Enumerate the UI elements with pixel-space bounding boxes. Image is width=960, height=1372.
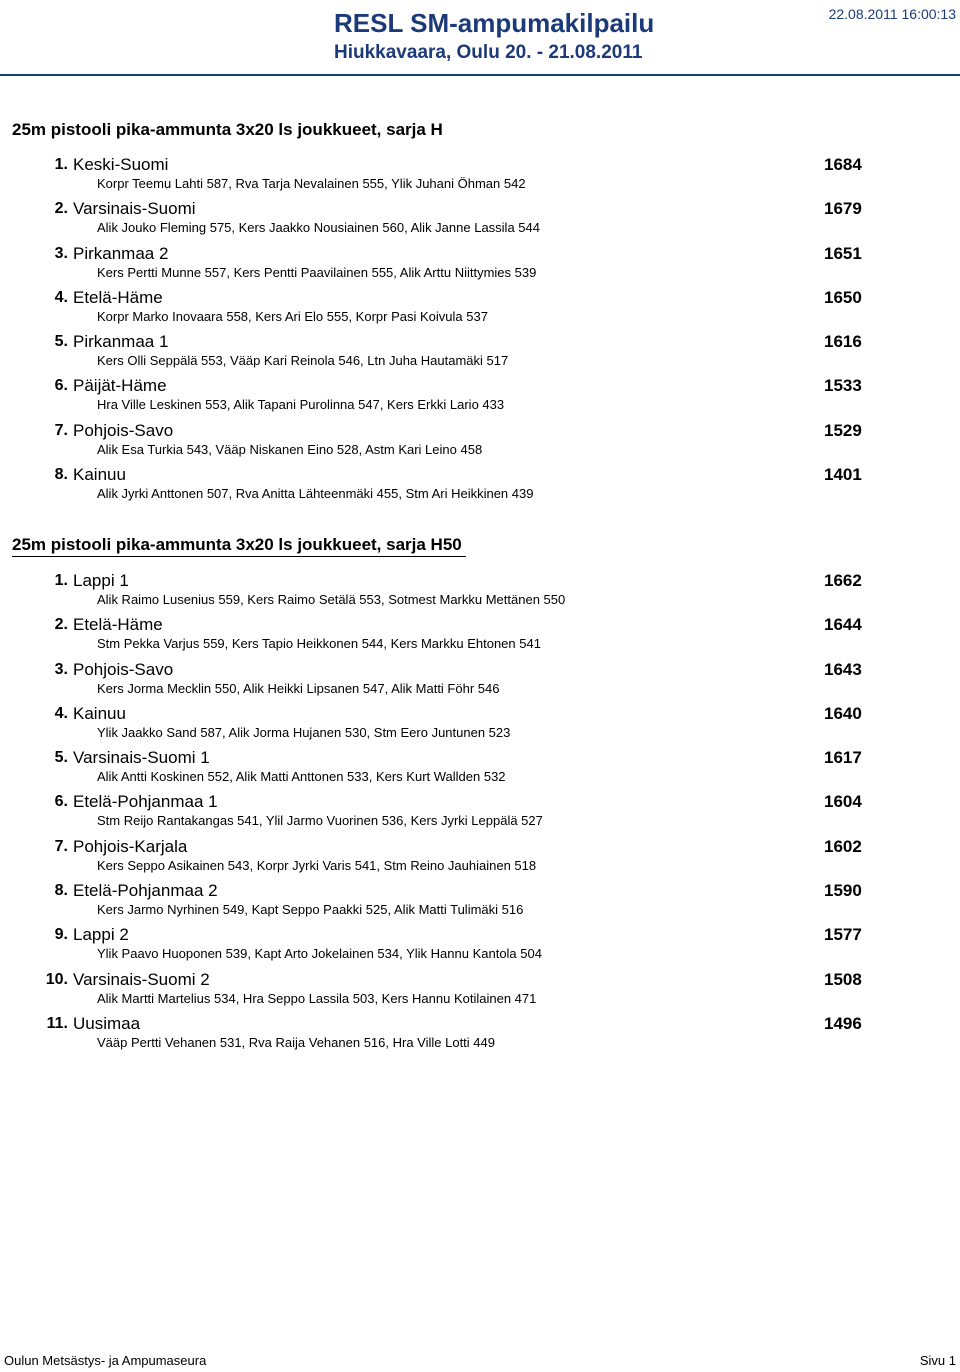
team-score: 1590 bbox=[824, 881, 862, 901]
team-rank: 2. bbox=[54, 200, 68, 218]
results-section-h bbox=[0, 119, 960, 509]
team-members: Hra Ville Leskinen 553, Alik Tapani Purolinna 547, Kers Erkki Lario 433 bbox=[97, 397, 505, 413]
team-row bbox=[0, 465, 960, 509]
team-score: 1533 bbox=[824, 376, 862, 396]
team-row bbox=[0, 748, 960, 792]
team-rank: 11. bbox=[46, 1014, 68, 1032]
team-members: Alik Raimo Lusenius 559, Kers Raimo Setälä 553, Sotmest Markku Mettänen 550 bbox=[97, 592, 566, 607]
team-name: Pohjois-Savo bbox=[73, 420, 174, 440]
team-rank: 5. bbox=[54, 749, 68, 767]
footer-organization: Oulun Metsästys- ja Ampumaseura bbox=[4, 1353, 207, 1368]
team-score: 1496 bbox=[824, 1013, 862, 1033]
team-name: Etelä-Pohjanmaa 2 bbox=[73, 881, 218, 901]
team-rank: 6. bbox=[54, 793, 68, 811]
team-score: 1650 bbox=[824, 287, 862, 307]
team-list bbox=[0, 571, 960, 1058]
team-name: Pirkanmaa 2 bbox=[73, 243, 169, 263]
team-members: Korpr Marko Inovaara 558, Kers Ari Elo 555, Korpr Pasi Koivula 537 bbox=[97, 308, 488, 324]
team-name: Päijät-Häme bbox=[73, 376, 167, 396]
footer-page-number: Sivu 1 bbox=[919, 1353, 956, 1368]
team-name: Etelä-Häme bbox=[73, 615, 163, 635]
team-name: Varsinais-Suomi 1 bbox=[73, 748, 210, 768]
team-members: Korpr Teemu Lahti 587, Rva Tarja Nevalainen 555, Ylik Juhani Öhman 542 bbox=[97, 176, 526, 191]
team-rank: 6. bbox=[54, 377, 68, 395]
team-row bbox=[0, 571, 960, 615]
team-members: Stm Reijo Rantakangas 541, Ylil Jarmo Vuorinen 536, Kers Jyrki Leppälä 527 bbox=[97, 813, 543, 829]
team-row bbox=[0, 704, 960, 748]
team-members: Kers Seppo Asikainen 543, Korpr Jyrki Varis 541, Stm Reino Jauhiainen 518 bbox=[97, 857, 537, 873]
team-name: Pohjois-Savo bbox=[73, 659, 174, 679]
team-score: 1508 bbox=[824, 969, 862, 989]
team-name: Kainuu bbox=[73, 465, 126, 485]
team-members: Alik Jouko Fleming 575, Kers Jaakko Nousiainen 560, Alik Janne Lassila 544 bbox=[97, 220, 540, 236]
page-subtitle: Hiukkavaara, Oulu 20. - 21.08.2011 bbox=[334, 42, 643, 63]
team-row bbox=[0, 288, 960, 332]
team-score: 1617 bbox=[824, 748, 862, 768]
team-members: Alik Jyrki Anttonen 507, Rva Anitta Lähteenmäki 455, Stm Ari Heikkinen 439 bbox=[97, 486, 534, 502]
team-name: Lappi 2 bbox=[73, 925, 129, 945]
team-score: 1616 bbox=[824, 332, 862, 352]
team-score: 1602 bbox=[824, 836, 862, 856]
team-members: Kers Jorma Mecklin 550, Alik Heikki Lipsanen 547, Alik Matti Föhr 546 bbox=[97, 680, 500, 696]
team-members: Kers Pertti Munne 557, Kers Pentti Paavilainen 555, Alik Arttu Niittymies 539 bbox=[97, 264, 537, 280]
team-name: Pirkanmaa 1 bbox=[73, 332, 169, 352]
team-rank: 3. bbox=[54, 244, 68, 262]
team-score: 1529 bbox=[824, 420, 862, 440]
team-rank: 9. bbox=[54, 926, 68, 944]
team-row bbox=[0, 837, 960, 881]
team-members: Kers Jarmo Nyrhinen 549, Kapt Seppo Paakki 525, Alik Matti Tulimäki 516 bbox=[97, 902, 524, 918]
team-rank: 4. bbox=[54, 704, 68, 722]
team-list bbox=[0, 155, 960, 509]
results-section-h50 bbox=[0, 534, 960, 1058]
team-name: Varsinais-Suomi bbox=[73, 199, 196, 219]
team-members: Stm Pekka Varjus 559, Kers Tapio Heikkonen 544, Kers Markku Ehtonen 541 bbox=[97, 636, 541, 652]
team-rank: 2. bbox=[54, 616, 68, 634]
team-members: Kers Olli Seppälä 553, Vääp Kari Reinola 546, Ltn Juha Hautamäki 517 bbox=[97, 353, 509, 369]
team-rank: 7. bbox=[54, 421, 68, 439]
team-row bbox=[0, 155, 960, 199]
team-row bbox=[0, 660, 960, 704]
section-title: 25m pistooli pika-ammunta 3x20 ls joukkueet, sarja H bbox=[12, 120, 443, 139]
team-score: 1644 bbox=[824, 615, 862, 635]
team-row bbox=[0, 925, 960, 969]
page-title: RESL SM-ampumakilpailu bbox=[334, 8, 655, 38]
team-name: Pohjois-Karjala bbox=[73, 836, 188, 856]
team-rank: 8. bbox=[54, 882, 68, 900]
team-row bbox=[0, 881, 960, 925]
team-rank: 8. bbox=[54, 466, 68, 484]
team-name: Etelä-Häme bbox=[73, 287, 163, 307]
team-score: 1604 bbox=[824, 792, 862, 812]
team-row bbox=[0, 332, 960, 376]
team-row bbox=[0, 421, 960, 465]
team-members: Alik Martti Martelius 534, Hra Seppo Lassila 503, Kers Hannu Kotilainen 471 bbox=[97, 990, 537, 1006]
team-members: Ylik Jaakko Sand 587, Alik Jorma Hujanen 530, Stm Eero Juntunen 523 bbox=[97, 724, 511, 740]
team-score: 1684 bbox=[824, 155, 862, 174]
team-rank: 10. bbox=[45, 970, 68, 988]
team-row bbox=[0, 970, 960, 1014]
team-members: Ylik Paavo Huoponen 539, Kapt Arto Jokelainen 534, Ylik Hannu Kantola 504 bbox=[97, 946, 542, 962]
header-divider bbox=[0, 74, 960, 76]
team-members: Alik Antti Koskinen 552, Alik Matti Anttonen 533, Kers Kurt Wallden 532 bbox=[97, 769, 506, 785]
team-rank: 3. bbox=[54, 660, 68, 678]
team-row bbox=[0, 1014, 960, 1058]
team-score: 1577 bbox=[824, 925, 862, 945]
team-row bbox=[0, 199, 960, 243]
team-score: 1662 bbox=[824, 571, 862, 590]
team-rank: 5. bbox=[54, 333, 68, 351]
team-name: Keski-Suomi bbox=[73, 155, 169, 174]
team-members: Alik Esa Turkia 543, Vääp Niskanen Eino 528, Astm Kari Leino 458 bbox=[97, 441, 483, 457]
team-row bbox=[0, 376, 960, 420]
team-score: 1679 bbox=[824, 199, 862, 219]
team-members: Vääp Pertti Vehanen 531, Rva Raija Vehanen 516, Hra Ville Lotti 449 bbox=[97, 1034, 495, 1050]
team-score: 1643 bbox=[824, 659, 862, 679]
team-rank: 4. bbox=[54, 288, 68, 306]
team-name: Uusimaa bbox=[73, 1013, 141, 1033]
team-name: Etelä-Pohjanmaa 1 bbox=[73, 792, 218, 812]
team-name: Lappi 1 bbox=[73, 571, 129, 590]
team-name: Kainuu bbox=[73, 703, 126, 723]
team-score: 1401 bbox=[824, 465, 862, 485]
team-name: Varsinais-Suomi 2 bbox=[73, 969, 210, 989]
print-datetime: 22.08.2011 16:00:13 bbox=[828, 6, 956, 22]
team-row bbox=[0, 792, 960, 836]
team-rank: 1. bbox=[54, 156, 68, 173]
section-title: 25m pistooli pika-ammunta 3x20 ls joukkueet, sarja H50 bbox=[12, 534, 466, 557]
team-score: 1651 bbox=[824, 243, 862, 263]
team-score: 1640 bbox=[824, 703, 862, 723]
team-row bbox=[0, 244, 960, 288]
team-rank: 7. bbox=[54, 837, 68, 855]
team-row bbox=[0, 615, 960, 659]
team-rank: 1. bbox=[54, 572, 68, 589]
